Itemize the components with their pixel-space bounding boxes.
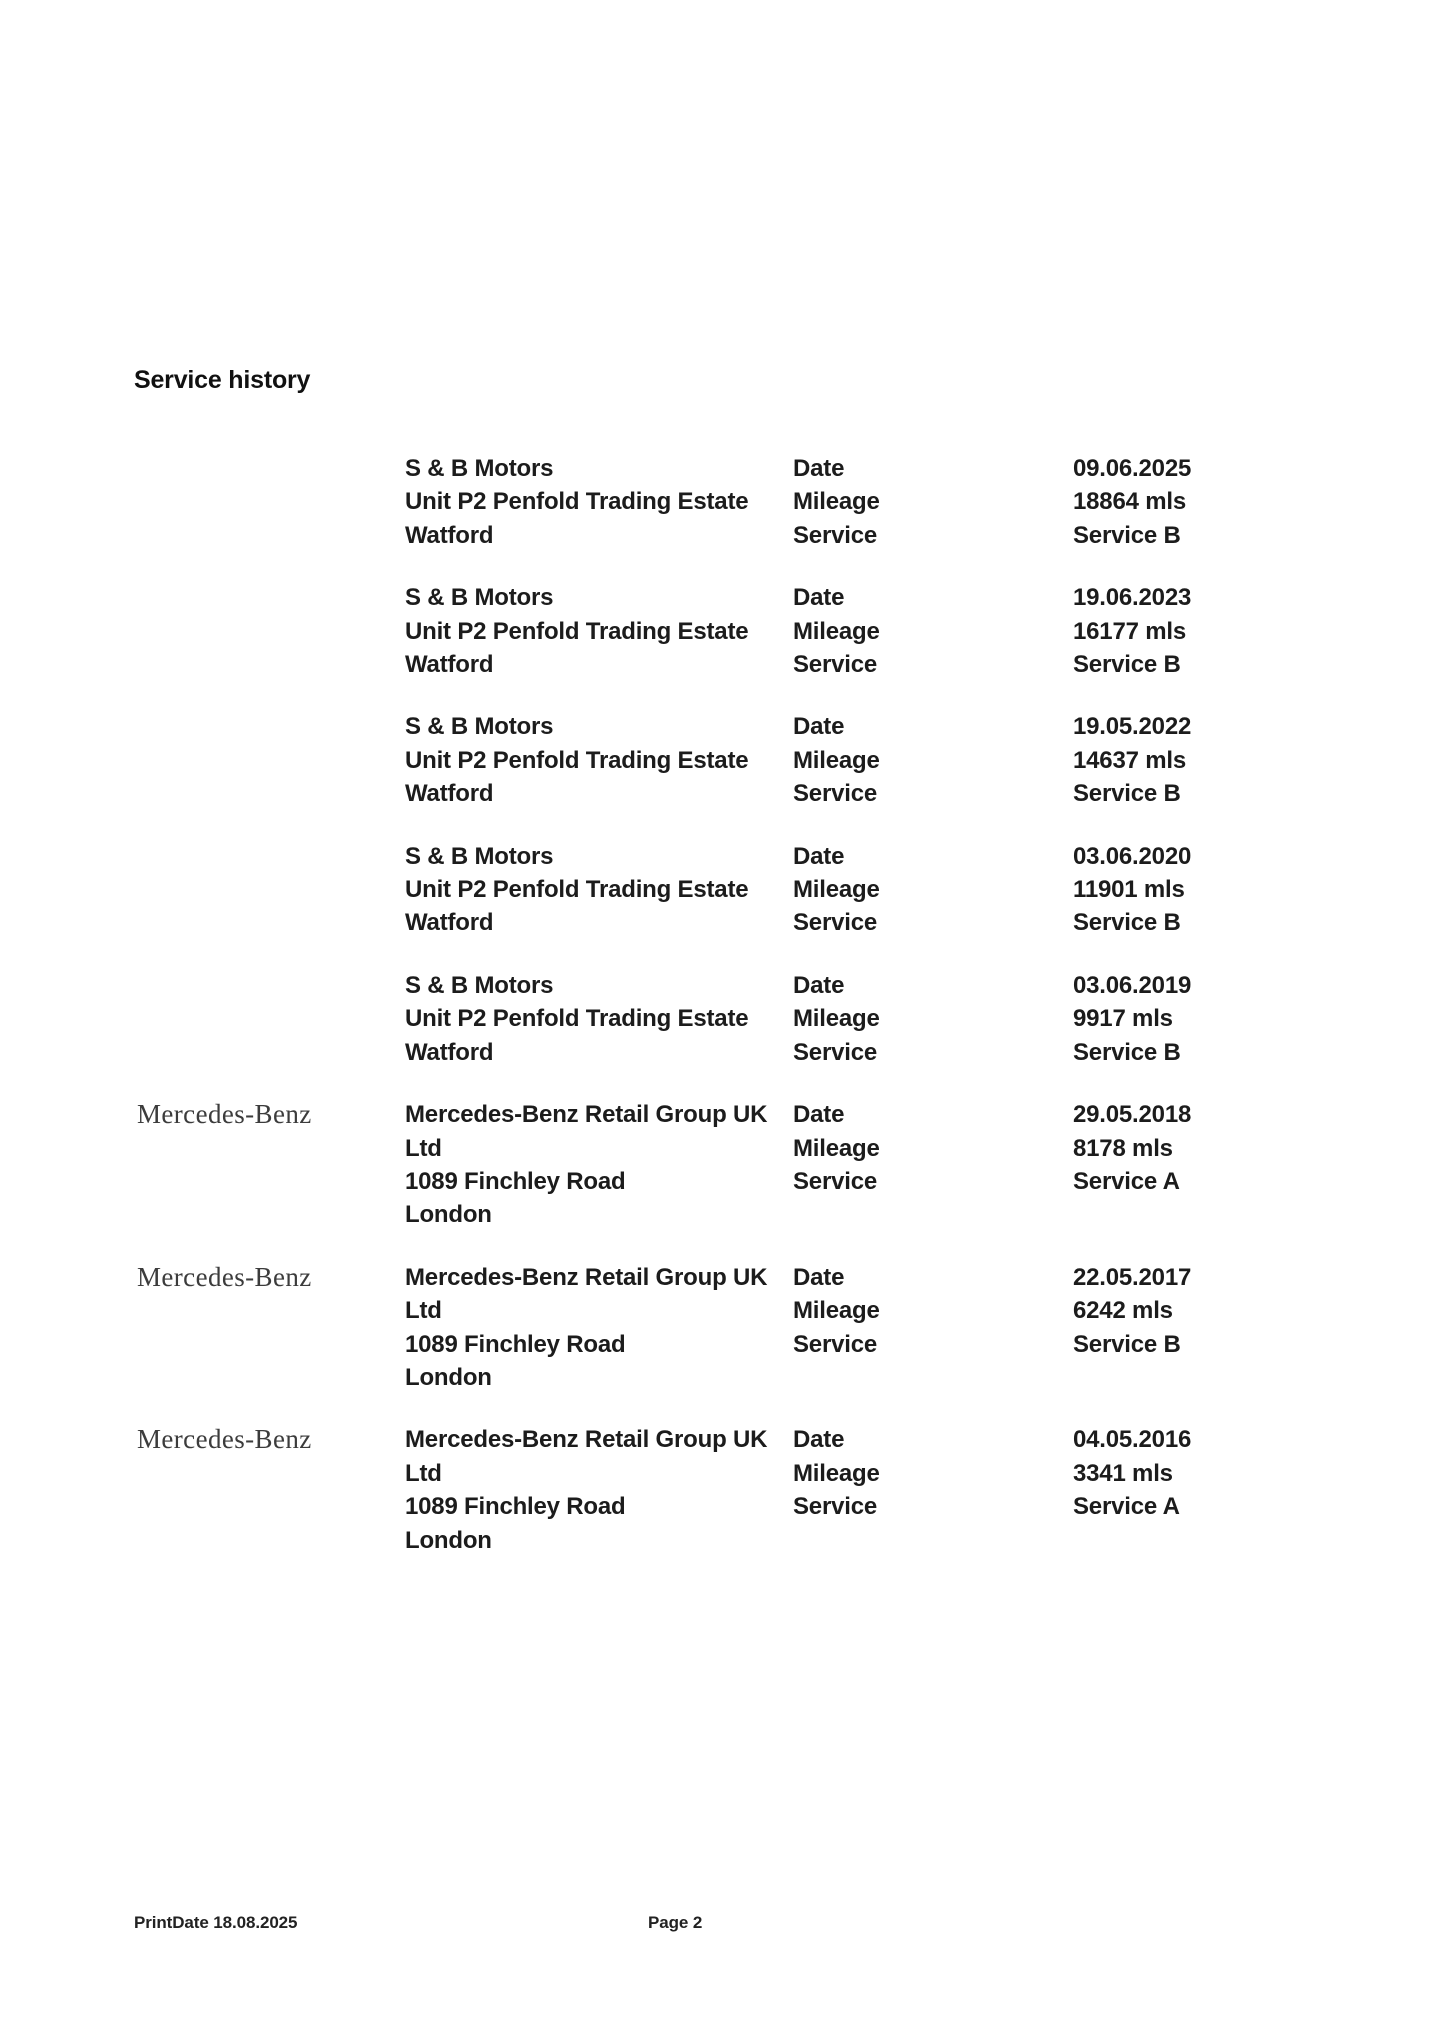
field-value: 3341 mls (1073, 1459, 1173, 1487)
dealer-address (405, 710, 795, 810)
field-label: Service (793, 1493, 878, 1521)
service-entry (0, 1261, 1440, 1395)
dealer-line: London (405, 1363, 492, 1391)
field-value: 16177 mls (1073, 617, 1186, 645)
field-label: Date (793, 1426, 845, 1454)
field-value: 19.06.2023 (1073, 584, 1192, 612)
dealer-line: Mercedes-Benz Retail Group UK (405, 1101, 768, 1129)
dealer-line: Watford (405, 521, 494, 549)
mercedes-benz-wordmark: Mercedes-Benz (137, 1424, 312, 1455)
field-value: 29.05.2018 (1073, 1101, 1192, 1129)
service-entry (0, 452, 1440, 552)
field-label: Date (793, 971, 845, 999)
dealer-line: 1089 Finchley Road (405, 1330, 626, 1358)
field-label: Mileage (793, 1297, 880, 1325)
field-labels (793, 452, 880, 552)
service-entry (0, 1098, 1440, 1232)
field-label: Service (793, 521, 878, 549)
mercedes-benz-wordmark: Mercedes-Benz (137, 1261, 312, 1292)
print-date: PrintDate 18.08.2025 (134, 1913, 298, 1932)
dealer-line: S & B Motors (405, 584, 554, 612)
field-label: Mileage (793, 1134, 880, 1162)
field-label: Service (793, 909, 878, 937)
dealer-line: Mercedes-Benz Retail Group UK (405, 1263, 768, 1291)
dealer-line: Ltd (405, 1134, 442, 1162)
field-label: Mileage (793, 746, 880, 774)
field-values (1073, 1098, 1191, 1198)
field-value: Service B (1073, 521, 1181, 549)
dealer-line: Watford (405, 651, 494, 679)
field-value: 22.05.2017 (1073, 1263, 1192, 1291)
dealer-line: 1089 Finchley Road (405, 1167, 626, 1195)
field-value: Service B (1073, 909, 1181, 937)
field-label: Mileage (793, 1005, 880, 1033)
page-number: Page 2 (648, 1913, 703, 1932)
field-values (1073, 1261, 1191, 1361)
field-values (1073, 969, 1191, 1069)
dealer-line: Ltd (405, 1297, 442, 1325)
field-labels (793, 840, 880, 940)
field-value: 14637 mls (1073, 746, 1186, 774)
field-labels (793, 581, 880, 681)
dealer-address (405, 840, 795, 940)
dealer-line: S & B Motors (405, 455, 554, 482)
field-value: 19.05.2022 (1073, 713, 1192, 741)
service-entry (0, 581, 1440, 681)
field-labels (793, 969, 880, 1069)
dealer-address (405, 1261, 795, 1395)
field-labels (793, 710, 880, 810)
dealer-line: London (405, 1201, 492, 1229)
field-values (1073, 581, 1191, 681)
field-values (1073, 452, 1191, 552)
field-value: Service B (1073, 780, 1181, 808)
dealer-line: Unit P2 Penfold Trading Estate (405, 876, 749, 904)
dealer-line: Watford (405, 909, 494, 937)
service-entry (0, 840, 1440, 940)
field-label: Mileage (793, 488, 880, 516)
field-label: Service (793, 1330, 878, 1358)
field-value: Service B (1073, 651, 1181, 679)
field-label: Service (793, 651, 878, 679)
field-labels (793, 1261, 880, 1361)
field-labels (793, 1098, 880, 1198)
field-value: 03.06.2020 (1073, 842, 1192, 870)
dealer-line: London (405, 1526, 492, 1554)
dealer-line: Unit P2 Penfold Trading Estate (405, 617, 749, 645)
dealer-line: S & B Motors (405, 842, 554, 870)
field-label: Service (793, 1167, 878, 1195)
field-label: Service (793, 1038, 878, 1066)
field-values (1073, 1423, 1191, 1523)
dealer-address (405, 969, 795, 1069)
dealer-address (405, 581, 795, 681)
field-value: 6242 mls (1073, 1297, 1173, 1325)
field-value: 9917 mls (1073, 1005, 1173, 1033)
dealer-line: Watford (405, 780, 494, 808)
service-entry (0, 969, 1440, 1069)
field-label: Date (793, 455, 845, 482)
field-value: 18864 mls (1073, 488, 1186, 516)
mercedes-benz-wordmark: Mercedes-Benz (137, 1099, 312, 1130)
field-label: Date (793, 1101, 845, 1129)
field-values (1073, 710, 1191, 810)
field-value: 11901 mls (1073, 876, 1185, 904)
field-value: 09.06.2025 (1073, 455, 1192, 482)
dealer-address (405, 1098, 795, 1232)
field-label: Date (793, 842, 845, 870)
dealer-line: Unit P2 Penfold Trading Estate (405, 1005, 749, 1033)
field-label: Date (793, 713, 845, 741)
dealer-address (405, 1423, 795, 1557)
field-value: 04.05.2016 (1073, 1426, 1192, 1454)
field-value: Service B (1073, 1038, 1181, 1066)
dealer-line: Unit P2 Penfold Trading Estate (405, 488, 749, 516)
field-value: Service A (1073, 1167, 1180, 1195)
field-labels (793, 1423, 880, 1523)
dealer-line: Unit P2 Penfold Trading Estate (405, 746, 749, 774)
page-title: Service history (134, 366, 311, 394)
service-entries (0, 452, 1440, 1586)
field-value: 8178 mls (1073, 1134, 1173, 1162)
field-label: Service (793, 780, 878, 808)
dealer-line: S & B Motors (405, 713, 554, 741)
dealer-line: 1089 Finchley Road (405, 1493, 626, 1521)
field-label: Date (793, 584, 845, 612)
dealer-line: S & B Motors (405, 971, 554, 999)
dealer-address (405, 452, 795, 552)
field-label: Mileage (793, 617, 880, 645)
field-label: Mileage (793, 1459, 880, 1487)
field-value: 03.06.2019 (1073, 971, 1192, 999)
dealer-line: Watford (405, 1038, 494, 1066)
field-value: Service B (1073, 1330, 1181, 1358)
service-entry (0, 710, 1440, 810)
service-entry (0, 1423, 1440, 1557)
field-label: Date (793, 1263, 845, 1291)
dealer-line: Mercedes-Benz Retail Group UK (405, 1426, 768, 1454)
field-label: Mileage (793, 876, 880, 904)
field-value: Service A (1073, 1493, 1180, 1521)
dealer-line: Ltd (405, 1459, 442, 1487)
field-values (1073, 840, 1191, 940)
